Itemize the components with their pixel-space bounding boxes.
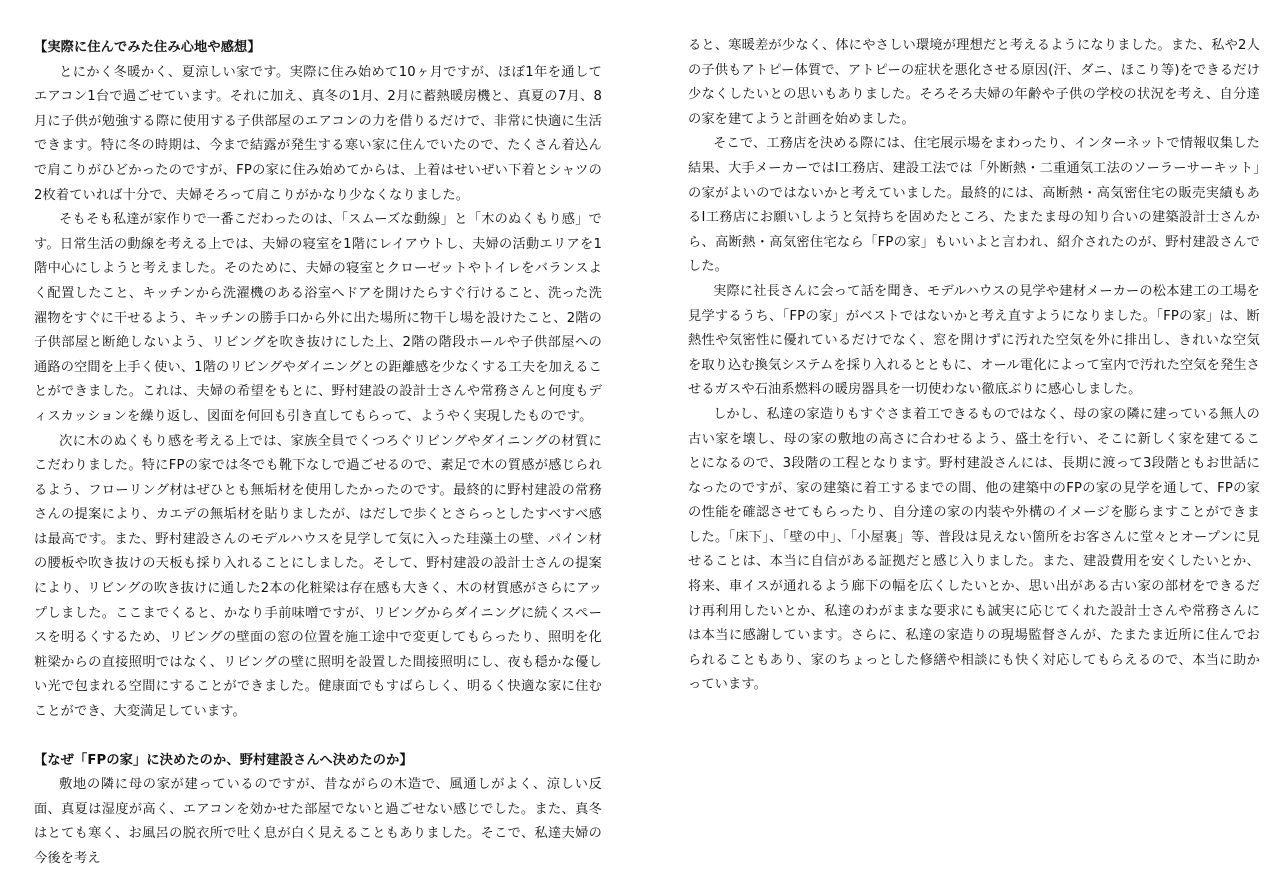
paragraph-continuation: ると、寒暖差が少なく、体にやさしい環境が理想だと考えるようになりました。また、私や2人の子供もアトピー体質で、アトピーの症状を悪化させる原因(汗、ダニ、ほこり等)をできるだけ少なくしたいとの思いもありました。そろそろ夫婦の年齢や子供の学校の状況を考え、自分達の家を建てようと計画を始めました。 bbox=[688, 38, 1260, 127]
paragraph-smooth-flow: そもそも私達が家作りで一番こだわったのは、「スムーズな動線」と「木のぬくもり感」です。日常生活の動線を考える上では、夫婦の寝室を1階にレイアウトし、夫婦の活動エリアを1階中心にしようと考えました。そのために、夫婦の寝室とクローゼットやトイレをバランスよく配置したこと、キッチンから洗濯機のある浴室へドアを開けたらすぐ行けること、洗った洗濯物をすぐに干せるよう、キッチンの勝手口から外に出た場所に物干し場を設けたこと、2階の子供部屋と断絶しないよう、リビングを吹き抜けにした上、2階の階段ホールや子供部屋への通路の空間を上手く使い、1階のリビングやダイニングとの距離感を少なくする工夫を加えることができました。これは、夫婦の希望をもとに、野村建設の設計士さんや常務さんと何度もディスカッションを繰り返し、図面を何回も引き直してもらって、ようやく実現したものです。 bbox=[34, 212, 602, 424]
paragraph-warm-cool: とにかく冬暖かく、夏涼しい家です。実際に住み始めて10ヶ月ですが、ほぼ1年を通してエアコン1台で過ごせています。それに加え、真冬の1月、2月に蓄熱暖房機と、真夏の7月、8月に子供が勉強する際に使用する子供部屋のエアコンの力を借りるだけで、非常に快適に生活できます。特に冬の時期は、今まで結露が発生する寒い家に住んでいたので、たくさん着込んで肩こりがひどかったのですが、FPの家に住み始めてからは、上着はせいぜい下着とシャツの2枚着ていれば十分で、夫婦そろって肩こりがかなり少なくなりました。 bbox=[34, 64, 602, 203]
paragraph-wood-warmth: 次に木のぬくもり感を考える上では、家族全員でくつろぐリビングやダイニングの材質にこだわりました。特にFPの家では冬でも靴下なしで過ごせるので、素足で木の質感が感じられるよう、フローリング材はぜひとも無垢材を使用したかったのです。最終的に野村建設の常務さんの提案により、カエデの無垢材を貼りましたが、はだしで歩くとさらっとしたすべすべ感は最高です。また、野村建設さんのモデルハウスを見学して気に入った珪藻土の壁、パイン材の腰板や吹き抜けの天板も採り入れることにしました。そして、野村建設の設計士さんの提案により、リビングの吹き抜けに通した2本の化粧梁は存在感も大きく、木の材質感がさらにアップしました。ここまでくると、かなり手前味噌ですが、リビングからダイニングに続くスペースを明るくするため、リビングの壁面の窓の位置を施工途中で変更してもらったり、照明を化粧梁からの直接照明ではなく、リビングの壁に照明を設置した間接照明にし、夜も穏かな優しい光で包まれる空間にすることができました。健康面でもすばらしく、明るく快適な家に住むことができ、大変満足しています。 bbox=[34, 433, 602, 720]
section-heading-living-impressions: 【実際に住んでみた住み心地や感想】 bbox=[34, 40, 261, 55]
right-column bbox=[688, 34, 1260, 698]
paragraph-three-stages: しかし、私達の家造りもすぐさま着工できるものではなく、母の家の隣に建っている無人の古い家を壊し、母の家の敷地の高さに合わせるよう、盛土を行い、そこに新しく家を建てることになるので、3段階の工程となります。野村建設さんには、長期に渡って3段階ともお世話になったのですが、家の建築に着工するまでの間、他の建築中のFPの家の見学を通して、FPの家の性能を確認させてもらったり、自分達の家の内装や外構のイメージを膨らますことができました。「床下」、「壁の中」、「小屋裏」等、普段は見えない箇所をお客さんに堂々とオープンに見せることは、本当に自信がある証拠だと感じ入りました。また、建設費用を安くしたいとか、将来、車イスが通れるよう廊下の幅を広くしたいとか、思い出がある古い家の部材をできるだけ再利用したいとか、私達のわがままな要求にも誠実に応じてくれた設計士さんや常務さんには本当に感謝しています。さらに、私達の家造りの現場監督さんが、たまたま近所に住んでおられることもあり、家のちょっとした修繕や相談にも快く対応してもらえるので、本当に助かっています。 bbox=[688, 406, 1260, 693]
paragraph-mothers-house: 敷地の隣に母の家が建っているのですが、昔ながらの木造で、風通しがよく、涼しい反面、真夏は湿度が高く、エアコンを効かせた部屋でないと過ごせない感じでした。また、真冬はとても寒く、お風呂の脱衣所で吐く息が白く見えることもありました。そこで、私達夫婦の今後を考え bbox=[34, 777, 602, 866]
section-spacer bbox=[34, 725, 602, 749]
paragraph-choosing-builder: そこで、工務店を決める際には、住宅展示場をまわったり、インターネットで情報収集した結果、大手メーカーではI工務店、建設工法では「外断熱・二重通気工法のソーラーサーキット」の家がよいのではないかと考えていました。最終的には、高断熱・高気密住宅の販売実績もあるI工務店にお願いしようと気持ちを固めたところ、たまたま母の知り合いの建築設計士さんから、高断熱・高気密住宅なら「FPの家」もいいよと言われ、紹介されたのが、野村建設さんでした。 bbox=[688, 136, 1260, 275]
section-heading-why-fp-house: 【なぜ「FPの家」に決めたのか、野村建設さんへ決めたのか】 bbox=[34, 752, 413, 768]
paragraph-meeting-president: 実際に社長さんに会って話を聞き、モデルハウスの見学や建材メーカーの松本建工の工場を見学するうち、「FPの家」がベストではないかと考え直すようになりました。「FPの家」は、断熱性や気密性に優れているだけでなく、窓を開けずに汚れた空気を外に排出し、きれいな空気を取り込む換気システムを採り入れるとともに、オール電化によって室内で汚れた空気を発生させるガスや石油系燃料の暖房器具を一切使わない徹底ぶりに感心しました。 bbox=[688, 283, 1260, 398]
left-column bbox=[34, 36, 602, 872]
